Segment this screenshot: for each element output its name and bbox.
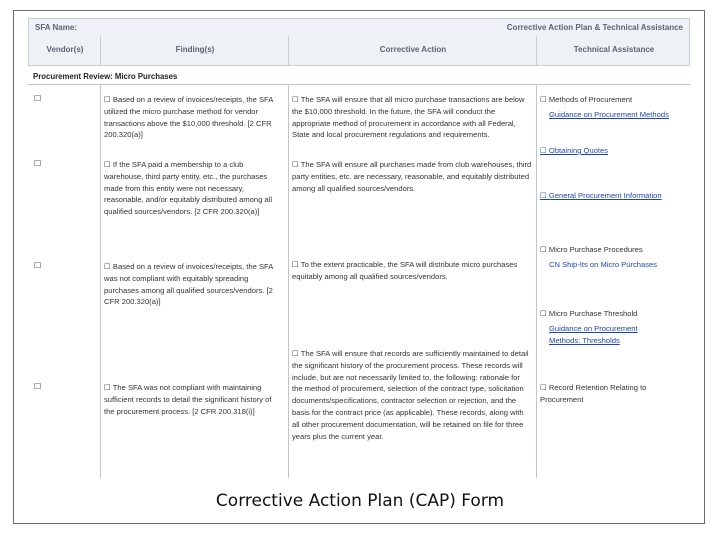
ta-micro-label[interactable]: ☐ Micro Purchase Procedures — [540, 245, 643, 254]
ta-threshold-link[interactable]: Guidance on Procurement Methods: Thresholds — [549, 323, 638, 345]
corrective-action-text: ☐ The SFA will ensure that all micro purchase transactions are below the $10,000 threshold. In the future, the SFA will conduct the appropriate method of procurement in accordance with all Federal, State and local procurement regulations and requirements. — [292, 95, 525, 140]
ta-methods-label[interactable]: ☐ Methods of Procurement — [540, 95, 633, 104]
finding-text: ☐ If the SFA paid a membership to a club warehouse, third party entity, etc., the purchases made from this entity were not necessary, reasonable, and/or equitably distributed among all qualified sources/vendors. [2 CFR 200.320(a)] — [104, 160, 273, 217]
column-divider — [536, 84, 537, 478]
column-header-technical-assistance: Technical Assistance — [573, 45, 655, 54]
vendor-checkbox[interactable]: ☐ — [34, 261, 42, 270]
ta-records-label[interactable]: ☐ Record Retention Relating to Procurement — [540, 383, 647, 404]
sfa-name-label: SFA Name: — [35, 23, 77, 32]
vendor-checkbox[interactable]: ☐ — [34, 382, 42, 391]
column-header-findings: Finding(s) — [175, 45, 215, 54]
column-divider — [288, 84, 289, 478]
column-header-vendors: Vendor(s) — [46, 45, 84, 54]
ta-micro-link[interactable]: CN Ship-Its on Micro Purchases — [549, 259, 658, 269]
section-title: Procurement Review: Micro Purchases — [33, 72, 178, 81]
ta-threshold-item — [540, 308, 688, 346]
slide-title: Corrective Action Plan (CAP) Form — [215, 491, 505, 511]
form-title: Corrective Action Plan & Technical Assistance — [506, 23, 683, 32]
corrective-action-text: ☐ To the extent practicable, the SFA will distribute micro purchases equitably among all qualified sources/vendors. — [292, 260, 518, 281]
vendor-checkbox[interactable]: ☐ — [34, 94, 42, 103]
ta-quotes-link[interactable]: ☐ Obtaining Quotes — [540, 146, 609, 155]
ta-threshold-label[interactable]: ☐ Micro Purchase Threshold — [540, 309, 638, 318]
header-divider — [536, 36, 537, 66]
corrective-action-text: ☐ The SFA will ensure that records are sufficiently maintained to detail the significant history of the procurement process. These records will include, but are not necessarily limited to, the following: rationale for the method of procurement, selection of the contract type, solicitation documents/specifications, contractor selection or rejection, and the basis for the contract price (as applicable). These records, along with all other procurement documentation, will be retained on file for three years plus the current year. — [292, 349, 529, 441]
vendor-checkbox[interactable]: ☐ — [34, 159, 42, 168]
corrective-action-text: ☐ The SFA will ensure all purchases made from club warehouses, third party entities, etc. are necessary, reasonable, and equitably distributed among all qualified sources/vendors. — [292, 160, 532, 193]
ta-general-link[interactable]: ☐ General Procurement Information — [540, 191, 662, 200]
column-header-corrective-action: Corrective Action — [379, 45, 447, 54]
finding-text: ☐ Based on a review of invoices/receipts, the SFA was not compliant with equitably spreading purchases among all qualified sources/vendors. [2 CFR 200.320(a)] — [104, 262, 273, 307]
header-divider — [100, 36, 101, 66]
header-divider — [288, 36, 289, 66]
cap-form — [28, 18, 690, 478]
column-divider — [100, 84, 101, 478]
section-divider — [28, 84, 690, 85]
form-header — [28, 18, 690, 66]
ta-methods-item — [540, 94, 688, 121]
ta-methods-link[interactable]: Guidance on Procurement Methods — [549, 109, 669, 119]
finding-text: ☐ The SFA was not compliant with maintaining sufficient records to detail the significant history of the procurement process. [2 CFR 200.318(i)] — [104, 383, 272, 416]
ta-micro-item — [540, 244, 688, 271]
finding-text: ☐ Based on a review of invoices/receipts, the SFA utilized the micro purchase method for vendor transactions above the $10,000 threshold. [2 CFR 200.320(a)] — [104, 95, 273, 140]
